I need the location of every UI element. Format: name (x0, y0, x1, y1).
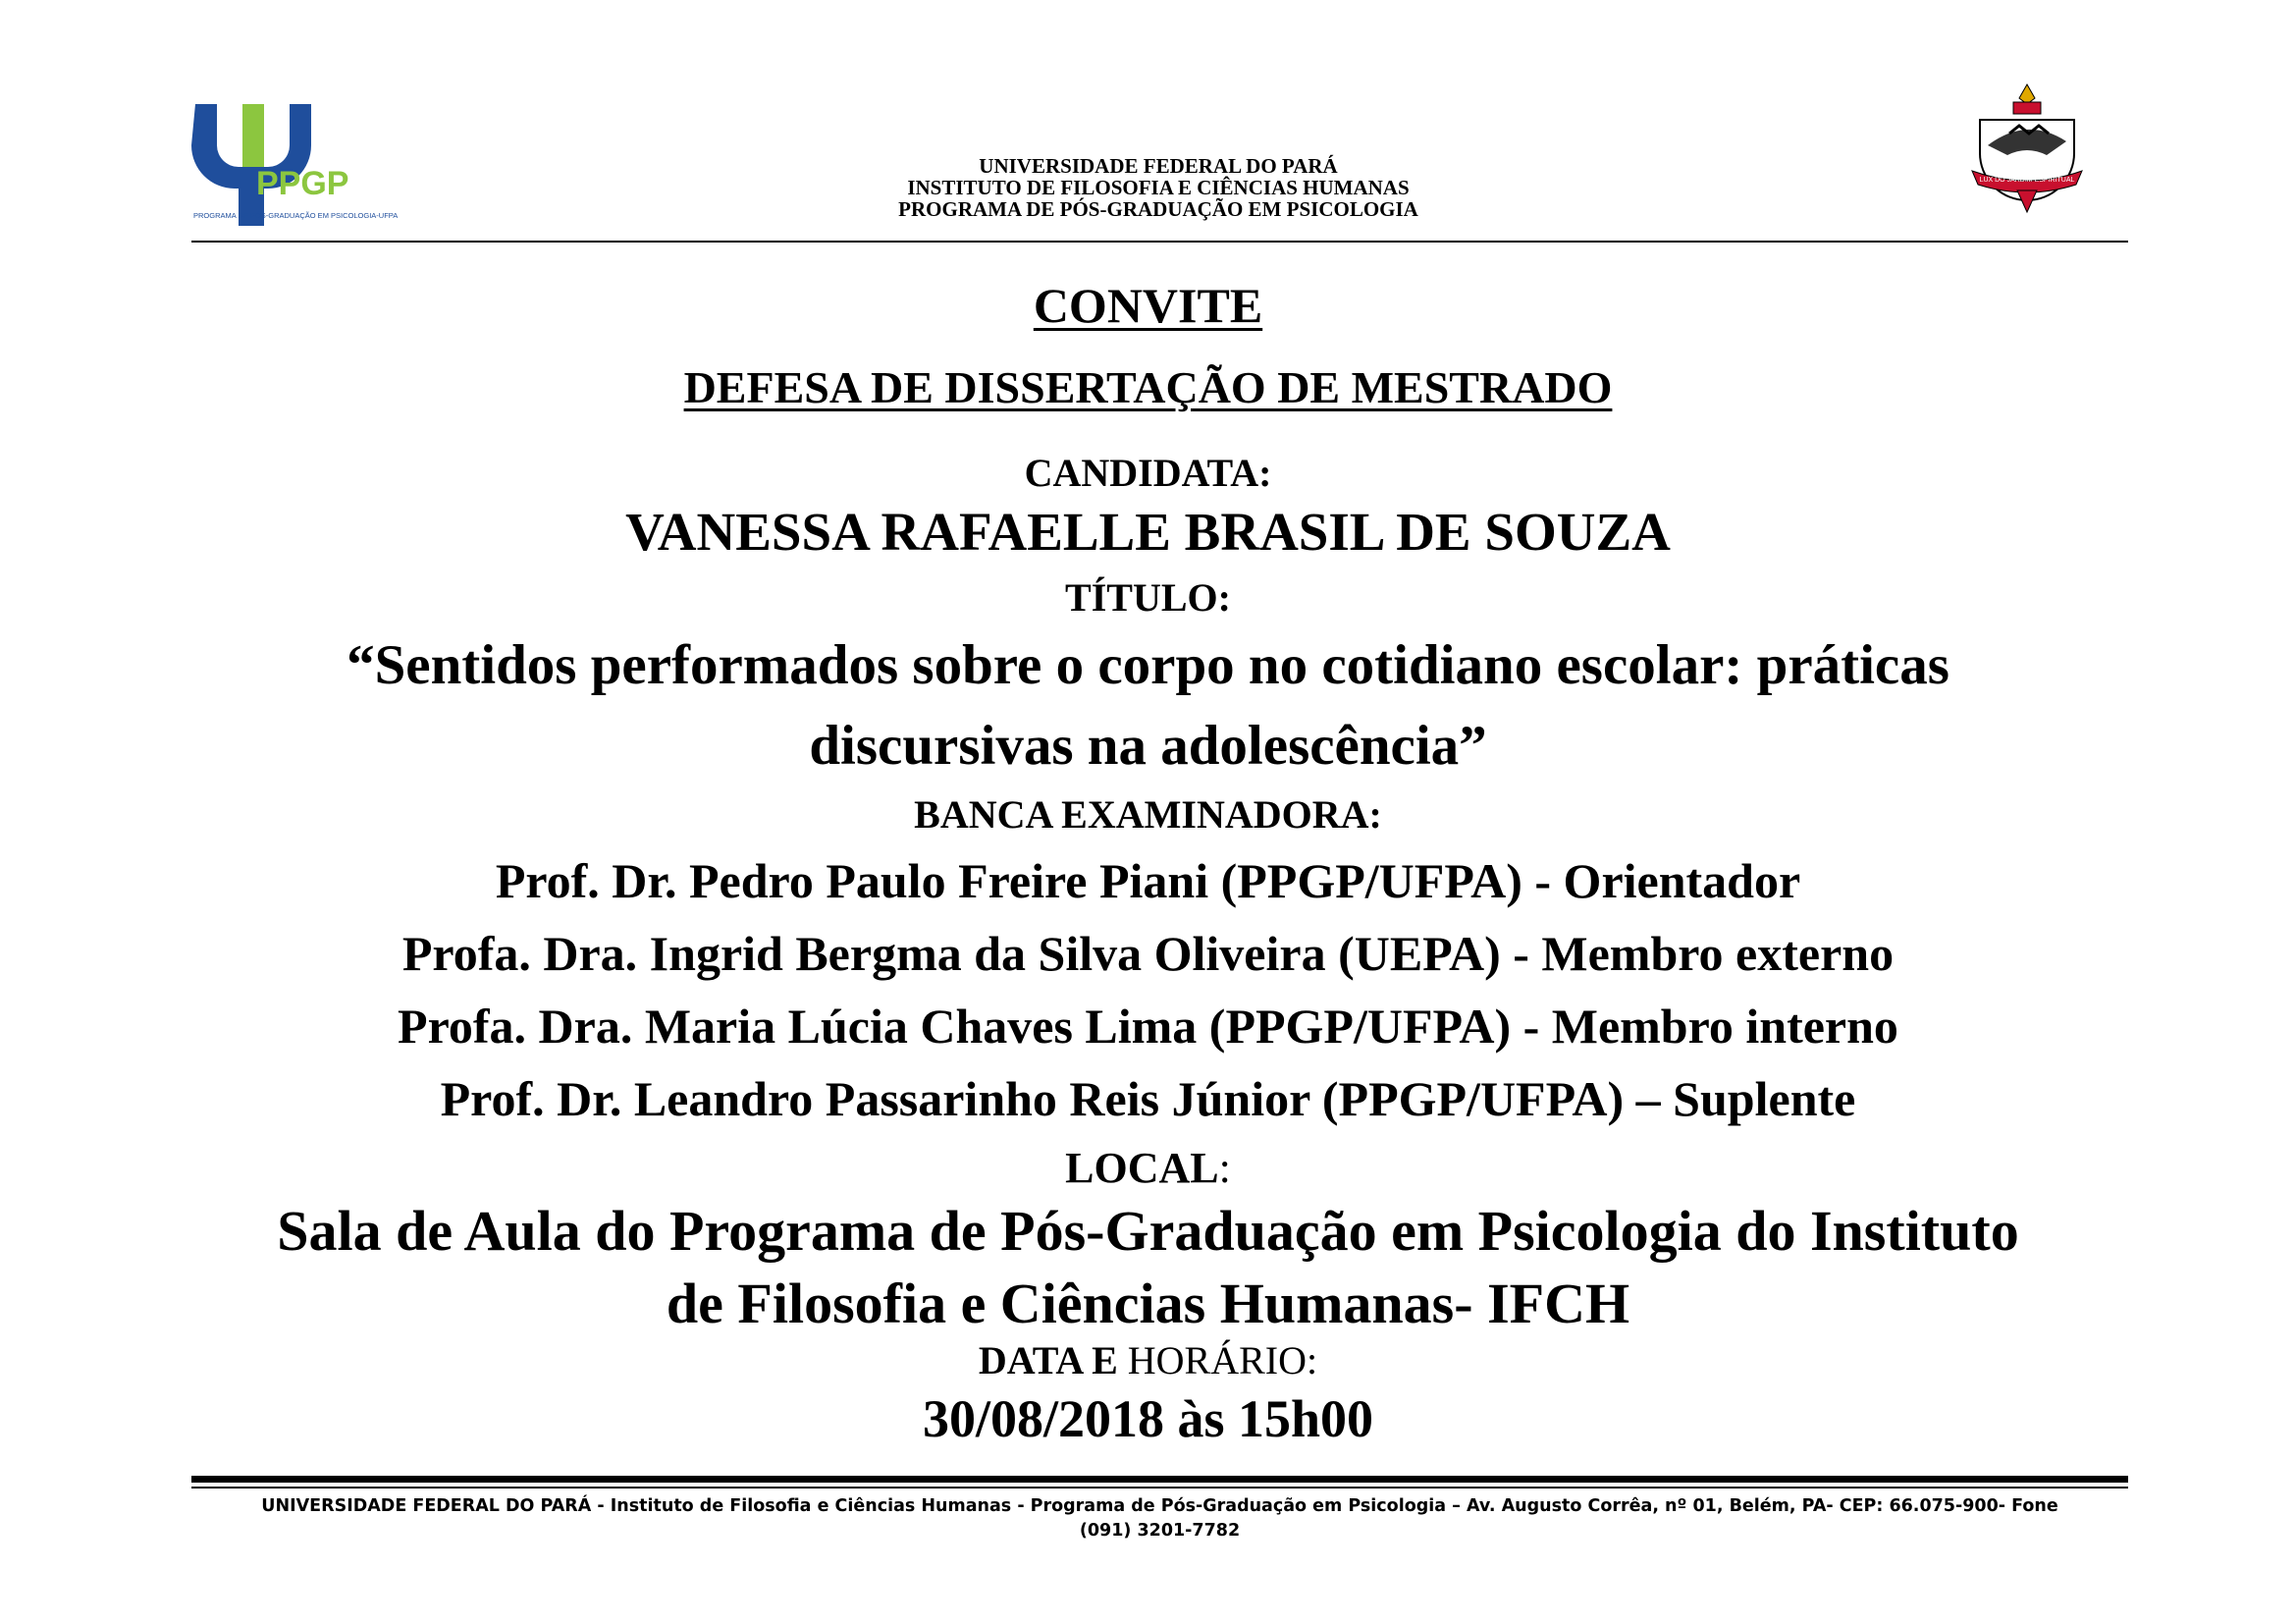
footer-line2: (091) 3201-7782 (1079, 1521, 1241, 1541)
ppgp-logo (191, 98, 399, 226)
committee-member: Profa. Dra. Maria Lúcia Chaves Lima (PPGP/UFPA) - Membro interno (398, 999, 1898, 1054)
footer-line1: UNIVERSIDADE FEDERAL DO PARÁ - Instituto de Filosofia e Ciências Humanas - Programa de Pós-Graduação em Psicologia – Av. Augusto Corrêa, nº 01, Belém, PA- CEP: 66.075-900- Fone (261, 1496, 2058, 1516)
location-line1: Sala de Aula do Programa de Pós-Graduação em Psicologia do Instituto (277, 1199, 2019, 1263)
location-label: LOCAL: (1065, 1144, 1231, 1192)
footer-address (191, 1494, 2128, 1543)
date-label: DATA E HORÁRIO: (978, 1338, 1318, 1382)
invite-subheading: DEFESA DE DISSERTAÇÃO DE MESTRADO (683, 362, 1613, 412)
committee-label: BANCA EXAMINADORA: (914, 792, 1382, 837)
svg-text:PROGRAMA DE PÓS-GRADUAÇÃO EM P: PROGRAMA DE PÓS-GRADUAÇÃO EM PSICOLOGIA-UFPA (193, 211, 399, 220)
candidate-name: VANESSA RAFAELLE BRASIL DE SOUZA (625, 502, 1671, 562)
invite-heading: CONVITE (1033, 278, 1263, 333)
location-line2: de Filosofia e Ciências Humanas- IFCH (666, 1272, 1630, 1335)
title-label: TÍTULO: (1065, 575, 1231, 620)
footer-divider-thin (191, 1487, 2128, 1489)
ufpa-crest (1968, 81, 2086, 218)
dissertation-title-line1: “Sentidos performados sobre o corpo no cotidiano escolar: práticas (347, 634, 1949, 696)
svg-text:PPGP: PPGP (256, 165, 349, 202)
committee-member: Prof. Dr. Pedro Paulo Freire Piani (PPGP/UFPA) - Orientador (495, 853, 1801, 908)
institution-header (766, 155, 1551, 220)
svg-text:LUX DO JARDIM ESPIRITUAL: LUX DO JARDIM ESPIRITUAL (1979, 177, 2075, 184)
date-value: 30/08/2018 às 15h00 (922, 1389, 1374, 1448)
footer-divider (191, 1476, 2128, 1483)
header-university: UNIVERSIDADE FEDERAL DO PARÁ (979, 154, 1338, 178)
committee-member: Prof. Dr. Leandro Passarinho Reis Júnior (PPGP/UFPA) – Suplente (440, 1071, 1856, 1126)
header-program: PROGRAMA DE PÓS-GRADUAÇÃO EM PSICOLOGIA (898, 197, 1418, 221)
dissertation-title-line2: discursivas na adolescência” (809, 715, 1487, 777)
header-divider (191, 241, 2128, 243)
candidate-label: CANDIDATA: (1024, 451, 1272, 495)
header-institute: INSTITUTO DE FILOSOFIA E CIÊNCIAS HUMANAS (907, 176, 1410, 199)
committee-member: Profa. Dra. Ingrid Bergma da Silva Oliveira (UEPA) - Membro externo (401, 926, 1895, 981)
